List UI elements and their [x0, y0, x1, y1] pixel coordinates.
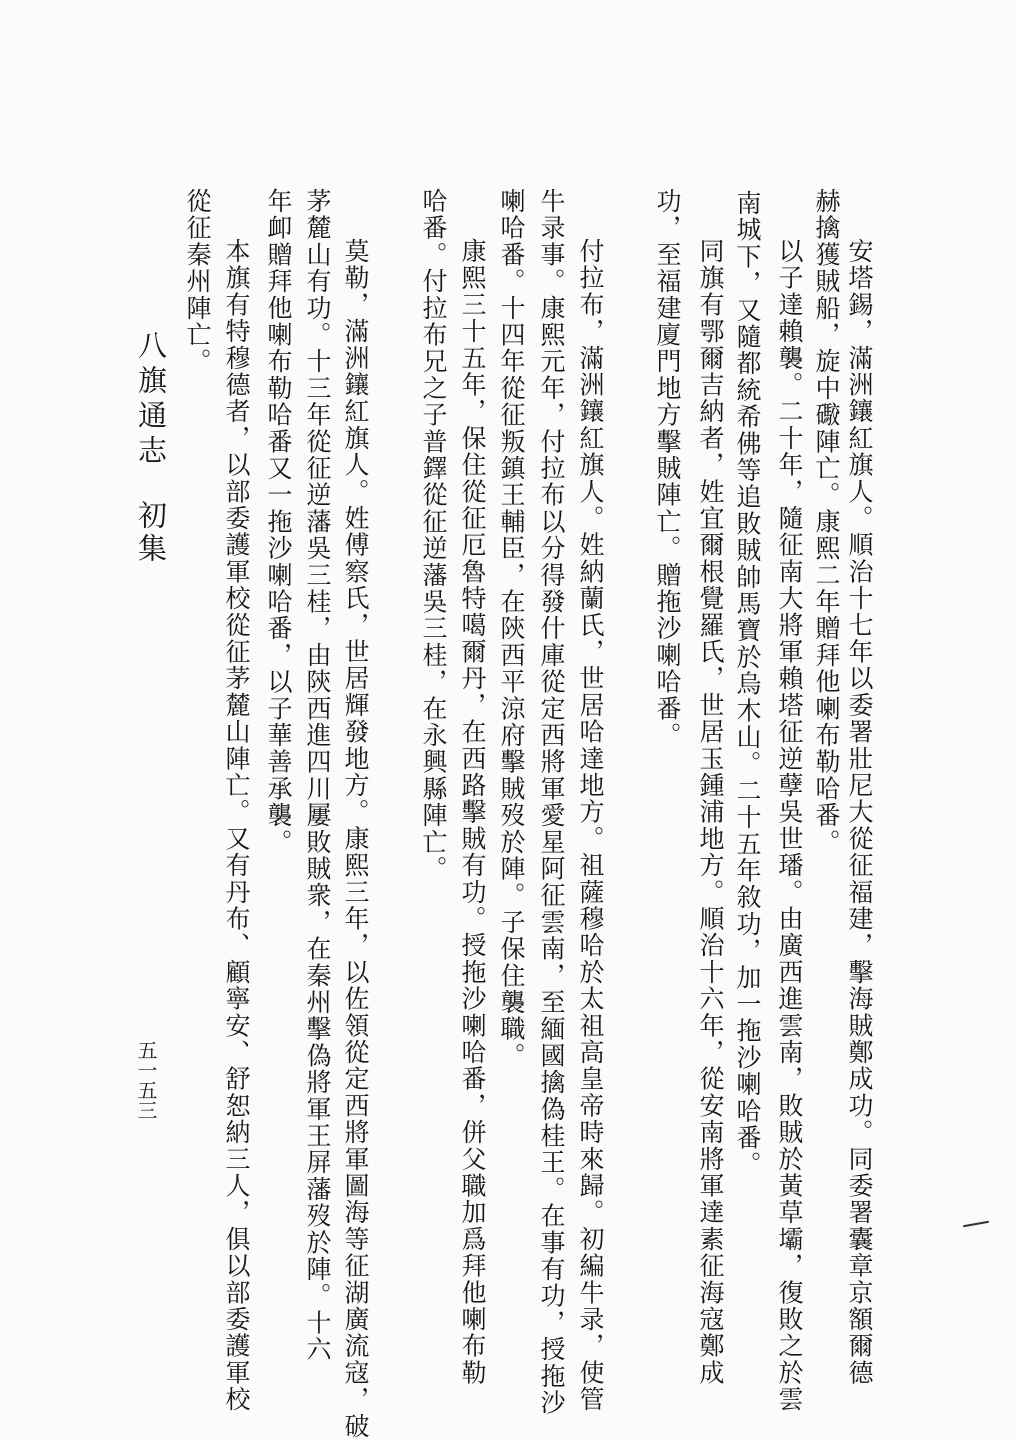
page-number: 五一五三: [134, 1040, 158, 1120]
running-title: 八旗通志: [134, 330, 168, 470]
text-column-7: 付拉布，滿洲鑲紅旗人。姓納蘭氏，世居哈達地方。祖薩穆哈於太祖高皇帝時來歸。初編牛录，使管: [576, 238, 605, 1413]
text-column-6: 功，至福建廈門地方擊賊陣亡。贈拖沙喇哈番。: [653, 188, 682, 749]
text-column-14: 年卹贈拜他喇布勒哈番又一拖沙喇哈番，以子華善承襲。: [264, 188, 293, 856]
text-column-11: 哈番。付拉布兄之子普鐸從征逆藩吳三桂，在永興縣陣亡。: [419, 188, 448, 883]
text-column-4: 南城下，又隨都統希佛等追敗賊帥馬寶於烏木山。二十五年敘功，加一拖沙喇哈番。: [733, 190, 762, 1178]
text-column-16: 從征秦州陣亡。: [183, 188, 212, 375]
text-column-5: 同旗有鄂爾吉納者，姓宜爾根覺羅氏，世居玉鍾浦地方。順治十六年，從安南將軍達素征海寇鄭成: [696, 238, 725, 1387]
volume-label: 初集: [134, 500, 168, 566]
text-column-9: 喇哈番。十四年從征叛鎮王輔臣，在陝西平涼府擊賊歿於陣。子保住襲職。: [497, 188, 526, 1070]
text-column-2: 赫擒獲賊船，旋中礮陣亡。康熙二年贈拜他喇布勒哈番。: [812, 188, 841, 856]
text-column-13: 茅麓山有功。十三年從征逆藩吳三桂，由陝西進四川屢敗賊衆，在秦州擊偽將軍王屏藩歿於陣。十六: [303, 188, 332, 1363]
text-column-15: 本旗有特穆德者，以部委護軍校從征茅麓山陣亡。又有丹布、顧寧安、舒恕納三人，俱以部委護軍校: [222, 238, 251, 1413]
text-column-1: 安塔錫，滿洲鑲紅旗人。順治十七年以委署壯尼大從征福建，擊海賊鄭成功。同委署囊章京額爾德: [845, 238, 874, 1387]
text-column-3: 以子達賴襲。二十年，隨征南大將軍賴塔征逆孽吳世璠。由廣西進雲南，敗賊於黃草壩，復敗之於雲: [775, 238, 804, 1413]
text-column-12: 莫勒，滿洲鑲紅旗人。姓傅察氏，世居輝發地方。康熙三年，以佐領從定西將軍圖海等征湖廣流寇，破: [341, 238, 370, 1440]
text-column-10: 康熙三十五年，保住從征厄魯特噶爾丹，在西路擊賊有功。授拖沙喇哈番，併父職加爲拜他喇布勒: [458, 238, 487, 1387]
scan-smudge: [963, 1221, 989, 1227]
text-column-8: 牛录事。康熙元年，付拉布以分得發什庫從定西將軍愛星阿征雲南，至緬國擒偽桂王。在事有功，授拖沙: [537, 188, 566, 1417]
